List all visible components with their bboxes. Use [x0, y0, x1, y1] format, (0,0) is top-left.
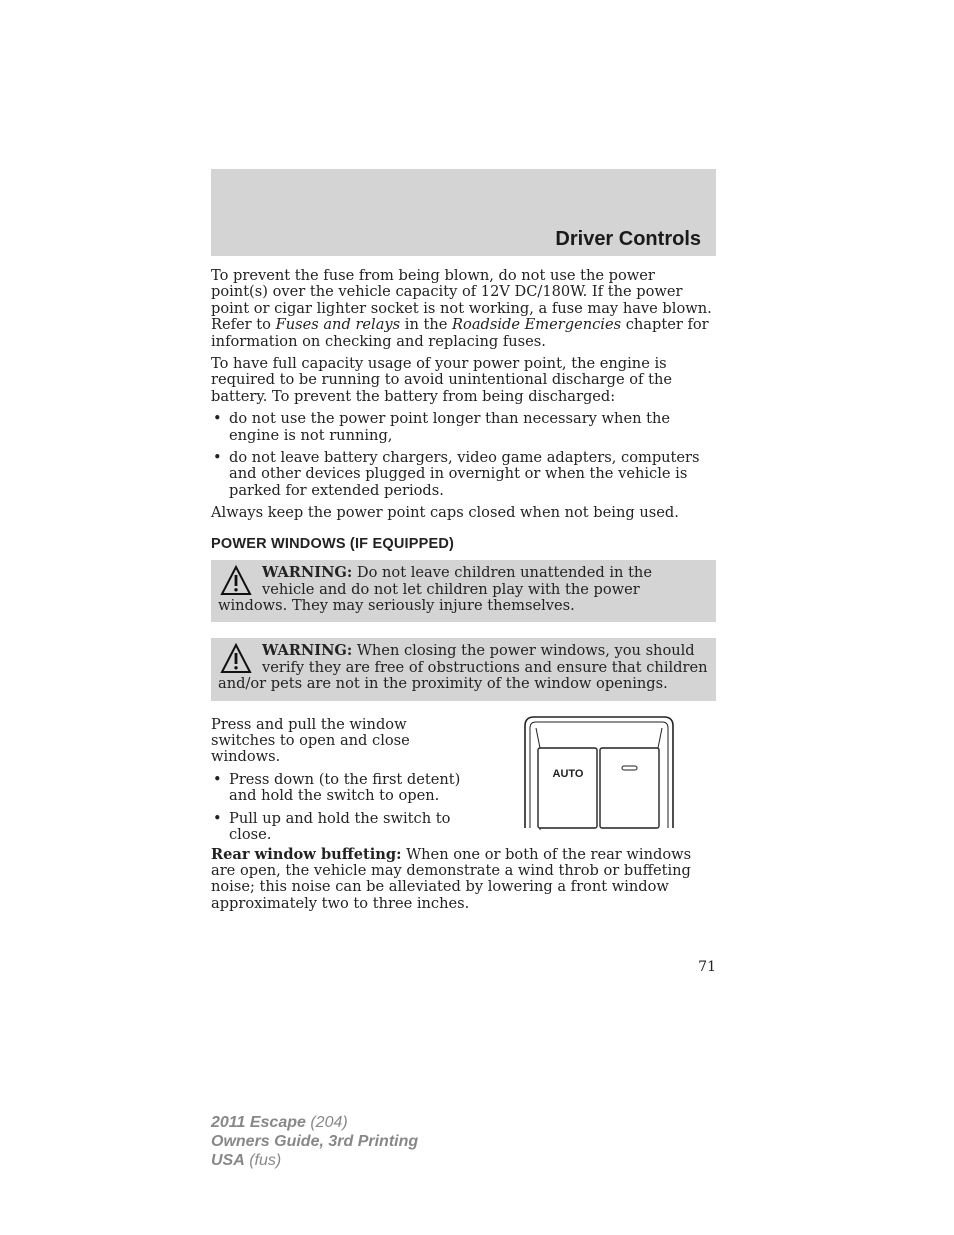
- footer-line-model: [211, 1113, 418, 1132]
- footer-line-guide: Owners Guide, 3rd Printing: [211, 1133, 419, 1150]
- document-footer: [211, 1113, 418, 1170]
- warning-box: [211, 638, 716, 700]
- intro-text-mid: in the: [400, 316, 453, 334]
- warning-text: Do not leave children unattended in the vehicle and do not let children play with the power windows. They may seriously injure themselves.: [218, 564, 652, 614]
- warning-triangle-icon: [220, 565, 252, 597]
- intro-paragraph-fuse: [211, 268, 716, 350]
- section-heading: POWER WINDOWS (IF EQUIPPED): [211, 535, 455, 552]
- intro-text-post: chapter for information on checking and replacing fuses.: [211, 316, 709, 350]
- list-item: • Press down (to the first detent) and hold the switch to open.: [211, 772, 461, 805]
- auto-switch-label: AUTO: [552, 767, 584, 780]
- xref-roadside-emergencies: Roadside Emergencies: [452, 316, 622, 334]
- window-instructions: Press and pull the window switches to open and close windows.: [211, 715, 410, 766]
- page-number: 71: [698, 959, 716, 975]
- battery-bullet-list: [211, 411, 716, 499]
- intro-paragraph-capacity: To have full capacity usage of your power point, the engine is required to be running to avoid unintentional discharge of the battery. To prevent the battery from being discharged:: [211, 355, 672, 405]
- list-item: • do not use the power point longer than necessary when the engine is not running,: [211, 411, 716, 444]
- caps-paragraph: Always keep the power point caps closed when not being used.: [211, 504, 679, 522]
- chapter-title: Driver Controls: [555, 228, 701, 250]
- buffeting-lead: Rear window buffeting:: [211, 845, 402, 863]
- power-windows-section: [211, 717, 716, 847]
- footer-model: 2011 Escape: [211, 1114, 306, 1131]
- power-windows-text: [211, 717, 461, 844]
- warning-triangle-icon: [220, 643, 252, 675]
- list-item: • do not leave battery chargers, video game adapters, computers and other devices plugged in overnight or when the vehicle is parked for extended periods.: [211, 450, 716, 499]
- footer-model-code: (204): [305, 1114, 348, 1131]
- window-switch-illustration: [524, 716, 676, 830]
- warning-box: [211, 560, 716, 622]
- warning-text: When closing the power windows, you should verify they are free of obstructions and ensure that children and/or pets are not in the proximity of the window openings.: [218, 642, 708, 693]
- footer-region: USA: [211, 1152, 245, 1169]
- xref-fuses-and-relays: Fuses and relays: [275, 316, 401, 334]
- warning-label: WARNING:: [262, 642, 353, 660]
- footer-line-region: [211, 1151, 418, 1170]
- buffeting-paragraph: [211, 847, 716, 913]
- footer-region-code: (fus): [244, 1152, 282, 1169]
- window-bullet-list: [211, 772, 461, 844]
- buffeting-text: When one or both of the rear windows are open, the vehicle may demonstrate a wind throb or buffeting noise; this noise can be alleviated by lowering a front window approximately two to three inches.: [211, 845, 692, 912]
- chapter-header-band: [211, 169, 716, 256]
- intro-text-pre: To prevent the fuse from being blown, do not use the power point(s) over the vehicle capacity of 12V DC/180W. If the power point or cigar lighter socket is not working, a fuse may have blown. Refer to: [211, 267, 712, 334]
- list-item: • Pull up and hold the switch to close.: [211, 811, 461, 844]
- warning-label: WARNING:: [262, 564, 353, 582]
- page-content: [211, 268, 716, 918]
